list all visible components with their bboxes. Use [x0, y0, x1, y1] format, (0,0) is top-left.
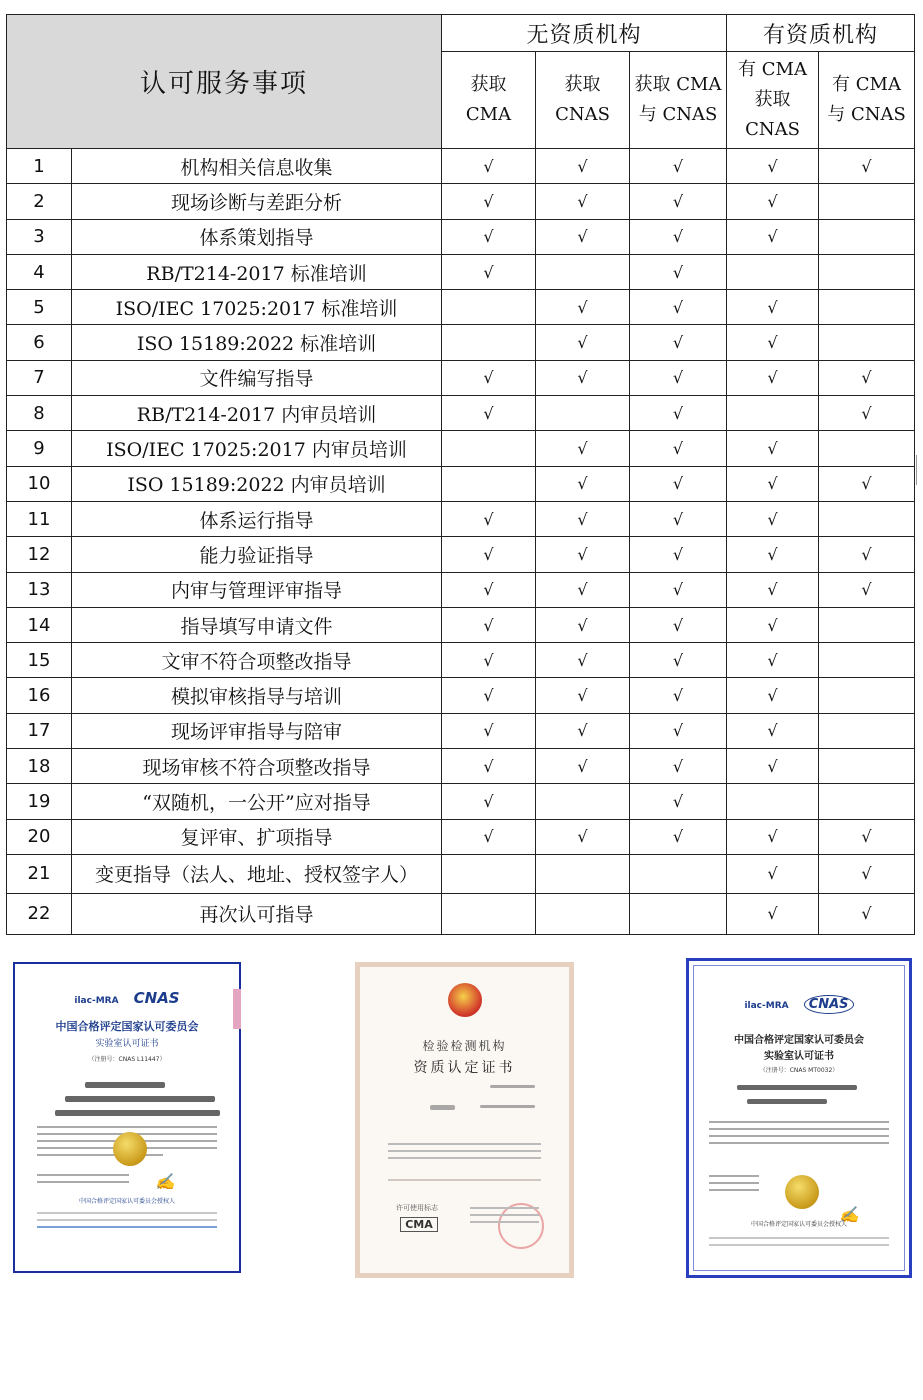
check-cell-cma-cnas: √: [630, 184, 727, 219]
table-row: [7, 149, 915, 184]
check-cell-has-cma-get-cnas: √: [727, 537, 819, 572]
table-row: [7, 713, 915, 748]
table-row: [7, 466, 915, 501]
check-cell-has-cma-cnas: [819, 219, 915, 254]
check-cell-cnas: √: [536, 466, 630, 501]
check-cell-has-cma-get-cnas: √: [727, 643, 819, 678]
table-title: 认可服务事项: [7, 15, 442, 149]
certificate-date-lines: [709, 1175, 759, 1196]
check-cell-cma: √: [442, 784, 536, 819]
certificate-footnote-lines: [37, 1212, 217, 1233]
check-cell-has-cma-get-cnas: √: [727, 501, 819, 536]
row-number: 14: [7, 607, 72, 642]
service-item: “双随机，一公开”应对指导: [72, 784, 442, 819]
check-cell-cma: √: [442, 819, 536, 854]
check-cell-cnas: [536, 893, 630, 934]
row-number: 2: [7, 184, 72, 219]
table-row: [7, 643, 915, 678]
table-row: [7, 290, 915, 325]
table-row: [7, 572, 915, 607]
check-cell-cma: √: [442, 607, 536, 642]
check-cell-cma-cnas: [630, 854, 727, 893]
check-cell-has-cma-cnas: [819, 749, 915, 784]
check-cell-cma: √: [442, 360, 536, 395]
check-cell-cnas: √: [536, 290, 630, 325]
check-cell-has-cma-cnas: [819, 607, 915, 642]
check-cell-cma: √: [442, 149, 536, 184]
check-cell-cnas: √: [536, 149, 630, 184]
service-item: ISO 15189:2022 内审员培训: [72, 466, 442, 501]
row-number: 8: [7, 396, 72, 431]
check-cell-cnas: √: [536, 819, 630, 854]
check-cell-cma: √: [442, 678, 536, 713]
service-item: 现场审核不符合项整改指导: [72, 749, 442, 784]
col-header-cma: 获取 CMA: [442, 52, 536, 149]
check-cell-has-cma-get-cnas: √: [727, 219, 819, 254]
row-number: 13: [7, 572, 72, 607]
table-row: [7, 819, 915, 854]
check-cell-has-cma-cnas: [819, 431, 915, 466]
service-item: 机构相关信息收集: [72, 149, 442, 184]
row-number: 22: [7, 893, 72, 934]
service-item: 体系策划指导: [72, 219, 442, 254]
check-cell-cma-cnas: √: [630, 431, 727, 466]
check-cell-has-cma-get-cnas: [727, 254, 819, 289]
check-cell-cnas: [536, 396, 630, 431]
table-row: [7, 749, 915, 784]
check-cell-cnas: √: [536, 360, 630, 395]
row-number: 10: [7, 466, 72, 501]
check-cell-has-cma-cnas: [819, 784, 915, 819]
check-cell-cma-cnas: √: [630, 290, 727, 325]
check-cell-cma: [442, 854, 536, 893]
table-row: [7, 501, 915, 536]
check-cell-cma: √: [442, 749, 536, 784]
check-cell-cma-cnas: √: [630, 501, 727, 536]
row-number: 21: [7, 854, 72, 893]
cnas-certificate-image-2: [686, 958, 912, 1278]
row-number: 5: [7, 290, 72, 325]
service-item: 现场诊断与差距分析: [72, 184, 442, 219]
table-row: [7, 893, 915, 934]
row-number: 1: [7, 149, 72, 184]
cnas-logo-icon: CNAS: [133, 989, 180, 1007]
check-cell-has-cma-get-cnas: √: [727, 854, 819, 893]
cnas-certificate-image-1: [13, 962, 241, 1273]
check-cell-cma: √: [442, 396, 536, 431]
table-row: [7, 537, 915, 572]
check-cell-has-cma-cnas: √: [819, 893, 915, 934]
col-header-cma-cnas: 获取 CMA 与 CNAS: [630, 52, 727, 149]
check-cell-has-cma-get-cnas: √: [727, 819, 819, 854]
service-item: ISO/IEC 17025:2017 标准培训: [72, 290, 442, 325]
table-row: [7, 219, 915, 254]
check-cell-cma-cnas: √: [630, 819, 727, 854]
check-cell-cnas: √: [536, 678, 630, 713]
redacted-text: [480, 1105, 535, 1108]
service-item: 再次认可指导: [72, 893, 442, 934]
service-item: 体系运行指导: [72, 501, 442, 536]
certificate-date-lines: [37, 1174, 129, 1188]
service-item: 内审与管理评审指导: [72, 572, 442, 607]
check-cell-cma: √: [442, 643, 536, 678]
cma-heading-2: 资质认定证书: [413, 1060, 516, 1076]
check-cell-cma: [442, 466, 536, 501]
check-cell-has-cma-get-cnas: √: [727, 749, 819, 784]
check-cell-cnas: √: [536, 219, 630, 254]
service-item: 复评审、扩项指导: [72, 819, 442, 854]
check-cell-has-cma-cnas: √: [819, 396, 915, 431]
table-row: [7, 325, 915, 360]
certificate-footnote-lines: [709, 1237, 889, 1251]
cma-note-lines: [388, 1179, 541, 1186]
check-cell-cnas: √: [536, 607, 630, 642]
group-header-qualified: 有资质机构: [727, 15, 915, 52]
national-emblem-icon: [448, 983, 482, 1017]
redacted-text: [55, 1110, 220, 1116]
certificate-title: 实验室认可证书: [95, 1039, 159, 1049]
check-cell-cma-cnas: [630, 893, 727, 934]
check-cell-has-cma-cnas: √: [819, 572, 915, 607]
redacted-text: [747, 1099, 827, 1104]
check-cell-has-cma-get-cnas: √: [727, 607, 819, 642]
check-cell-cma-cnas: √: [630, 149, 727, 184]
redacted-text: [65, 1096, 215, 1102]
check-cell-has-cma-cnas: √: [819, 537, 915, 572]
check-cell-has-cma-get-cnas: √: [727, 893, 819, 934]
check-cell-cma-cnas: √: [630, 607, 727, 642]
service-item: RB/T214-2017 内审员培训: [72, 396, 442, 431]
row-number: 12: [7, 537, 72, 572]
check-cell-cnas: √: [536, 325, 630, 360]
check-cell-cnas: [536, 854, 630, 893]
check-cell-cma-cnas: √: [630, 325, 727, 360]
cnas-logo-icon: CNAS: [804, 995, 854, 1014]
row-number: 7: [7, 360, 72, 395]
check-cell-cma-cnas: √: [630, 537, 727, 572]
check-cell-cma-cnas: √: [630, 678, 727, 713]
gold-seal-icon: [113, 1132, 147, 1166]
cma-date-lines: [470, 1207, 539, 1228]
check-cell-cma: √: [442, 713, 536, 748]
check-cell-cma-cnas: √: [630, 713, 727, 748]
check-cell-has-cma-get-cnas: √: [727, 149, 819, 184]
service-item: ISO 15189:2022 标准培训: [72, 325, 442, 360]
service-item: 模拟审核指导与培训: [72, 678, 442, 713]
check-cell-cnas: √: [536, 713, 630, 748]
row-number: 9: [7, 431, 72, 466]
col-header-cnas: 获取 CNAS: [536, 52, 630, 149]
check-cell-has-cma-get-cnas: [727, 396, 819, 431]
check-cell-cma: √: [442, 572, 536, 607]
check-cell-has-cma-get-cnas: √: [727, 325, 819, 360]
check-cell-cma-cnas: √: [630, 466, 727, 501]
check-cell-cnas: √: [536, 431, 630, 466]
services-table-wrap: [6, 14, 914, 935]
check-cell-has-cma-get-cnas: √: [727, 184, 819, 219]
check-cell-cma-cnas: √: [630, 572, 727, 607]
col-header-has-cma-get-cnas: 有 CMA 获取 CNAS: [727, 52, 819, 149]
row-number: 11: [7, 501, 72, 536]
check-cell-has-cma-get-cnas: √: [727, 290, 819, 325]
certificate-reg-no: （注册号：CNAS MT0032）: [759, 1067, 839, 1074]
signature-image: ✍: [155, 1172, 175, 1191]
certificate-logos: [15, 988, 239, 1007]
check-cell-has-cma-cnas: √: [819, 854, 915, 893]
table-row: [7, 184, 915, 219]
check-cell-has-cma-get-cnas: √: [727, 713, 819, 748]
check-cell-cma-cnas: √: [630, 254, 727, 289]
service-item: 变更指导（法人、地址、授权签字人）: [72, 854, 442, 893]
check-cell-cnas: √: [536, 749, 630, 784]
certificate-footer: 中国合格评定国家认可委员会授权人: [78, 1198, 175, 1205]
check-cell-has-cma-get-cnas: √: [727, 431, 819, 466]
check-cell-has-cma-get-cnas: √: [727, 572, 819, 607]
certificate-org: 中国合格评定国家认可委员会: [55, 1020, 199, 1033]
service-item: RB/T214-2017 标准培训: [72, 254, 442, 289]
check-cell-cnas: [536, 254, 630, 289]
redacted-text: [490, 1085, 535, 1088]
check-cell-has-cma-cnas: [819, 254, 915, 289]
check-cell-has-cma-cnas: [819, 643, 915, 678]
table-row: [7, 784, 915, 819]
table-row: [7, 254, 915, 289]
check-cell-has-cma-get-cnas: √: [727, 466, 819, 501]
ilac-logo-icon: ilac-MRA: [74, 996, 119, 1006]
certificate-logos: [689, 993, 909, 1014]
signature-image: ✍: [839, 1205, 859, 1224]
check-cell-cnas: √: [536, 572, 630, 607]
check-cell-cma: √: [442, 501, 536, 536]
row-number: 19: [7, 784, 72, 819]
row-number: 6: [7, 325, 72, 360]
check-cell-has-cma-cnas: [819, 290, 915, 325]
service-item: 文件编写指导: [72, 360, 442, 395]
table-row: [7, 431, 915, 466]
row-number: 17: [7, 713, 72, 748]
redacted-text: [737, 1085, 857, 1090]
cma-mark-icon: CMA: [400, 1217, 438, 1232]
certificate-footer: 中国合格评定国家认可委员会授权人: [750, 1221, 847, 1228]
check-cell-has-cma-cnas: [819, 184, 915, 219]
check-cell-cma: [442, 893, 536, 934]
table-row: [7, 360, 915, 395]
service-item: ISO/IEC 17025:2017 内审员培训: [72, 431, 442, 466]
check-cell-has-cma-cnas: [819, 678, 915, 713]
row-number: 15: [7, 643, 72, 678]
check-cell-has-cma-get-cnas: √: [727, 678, 819, 713]
check-cell-has-cma-cnas: [819, 325, 915, 360]
check-cell-cma-cnas: √: [630, 643, 727, 678]
check-cell-cma-cnas: √: [630, 396, 727, 431]
col-header-has-cma-cnas: 有 CMA 与 CNAS: [819, 52, 915, 149]
check-cell-cnas: √: [536, 537, 630, 572]
redacted-text: [430, 1105, 455, 1110]
row-number: 20: [7, 819, 72, 854]
check-cell-cma-cnas: √: [630, 360, 727, 395]
edge-marker: [916, 455, 923, 485]
check-cell-has-cma-cnas: √: [819, 360, 915, 395]
table-row: [7, 607, 915, 642]
cma-heading-1: 检验检测机构: [422, 1039, 507, 1053]
check-cell-cma: √: [442, 184, 536, 219]
row-number: 3: [7, 219, 72, 254]
check-cell-cma: [442, 431, 536, 466]
check-cell-cnas: √: [536, 184, 630, 219]
row-number: 16: [7, 678, 72, 713]
check-cell-has-cma-cnas: [819, 501, 915, 536]
check-cell-cma-cnas: √: [630, 219, 727, 254]
row-number: 18: [7, 749, 72, 784]
certificate-title: 实验室认可证书: [764, 1051, 834, 1062]
check-cell-cma-cnas: √: [630, 749, 727, 784]
check-cell-has-cma-cnas: √: [819, 149, 915, 184]
certificate-org: 中国合格评定国家认可委员会: [734, 1035, 864, 1046]
check-cell-cma: √: [442, 219, 536, 254]
check-cell-has-cma-cnas: √: [819, 466, 915, 501]
service-item: 指导填写申请文件: [72, 607, 442, 642]
services-table: [6, 14, 915, 935]
check-cell-cma: √: [442, 537, 536, 572]
table-row: [7, 678, 915, 713]
check-cell-cma: [442, 325, 536, 360]
certificate-body-lines: [709, 1121, 889, 1149]
cma-certificate-image: [355, 962, 574, 1278]
check-cell-has-cma-cnas: [819, 713, 915, 748]
cma-body-lines: [388, 1143, 541, 1164]
certificate-reg-no: （注册号：CNAS L11447）: [88, 1056, 166, 1063]
row-number: 4: [7, 254, 72, 289]
check-cell-has-cma-get-cnas: √: [727, 360, 819, 395]
service-item: 现场评审指导与陪审: [72, 713, 442, 748]
table-row: [7, 854, 915, 893]
group-header-unqualified: 无资质机构: [442, 15, 727, 52]
table-row: [7, 396, 915, 431]
redacted-text: [85, 1082, 165, 1088]
service-item: 能力验证指导: [72, 537, 442, 572]
check-cell-cnas: √: [536, 501, 630, 536]
check-cell-cma: [442, 290, 536, 325]
service-item: 文审不符合项整改指导: [72, 643, 442, 678]
ilac-logo-icon: ilac-MRA: [744, 1001, 789, 1011]
check-cell-cnas: [536, 784, 630, 819]
check-cell-cma: √: [442, 254, 536, 289]
cma-mark-label: 许可使用标志: [396, 1204, 438, 1212]
check-cell-has-cma-cnas: √: [819, 819, 915, 854]
check-cell-cnas: √: [536, 643, 630, 678]
check-cell-cma-cnas: √: [630, 784, 727, 819]
table-body: [7, 149, 915, 935]
gold-seal-icon: [785, 1175, 819, 1209]
check-cell-has-cma-get-cnas: [727, 784, 819, 819]
